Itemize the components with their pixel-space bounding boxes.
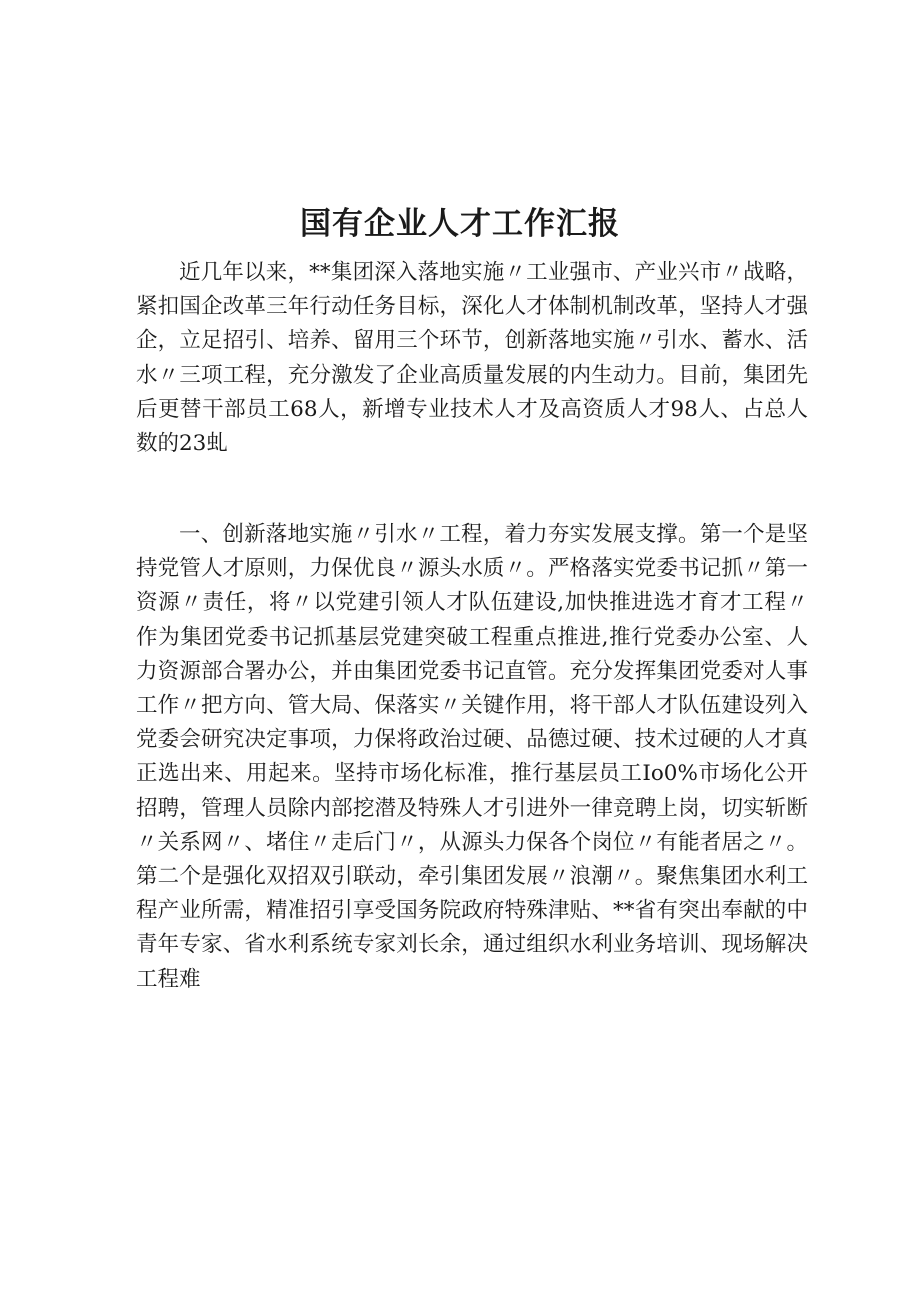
body-paragraph-intro: 近几年以来，**集团深入落地实施〃工业强市、产业兴市〃战略，紧扣国企改革三年行动任务目标，深化人才体制机制改革，坚持人才强企，立足招引、培养、留用三个环节，创新落地实施〃引水、蓄水、活水〃三项工程，充分激发了企业高质量发展的内生动力。目前，集团先后更替干部员工68人，新增专业技术人才及高资质人才98人、占总人数的23虬 bbox=[136, 260, 808, 457]
document-title: 国有企业人才工作汇报 bbox=[300, 206, 620, 242]
body-paragraph-section-one: 一、创新落地实施〃引水〃工程，着力夯实发展支撑。第一个是坚持党管人才原则，力保优良〃源头水质〃。严格落实党委书记抓〃第一资源〃责任，将〃以党建引领人才队伍建设,加快推进选才育才工程〃作为集团党委书记抓基层党建突破工程重点推进,推行党委办公室、人力资源部合署办公，并由集团党委书记直管。充分发挥集团党委对人事工作〃把方向、管大局、保落实〃关键作用，将干部人才队伍建设列入党委会研究决定事项，力保将政治过硬、品德过硬、技术过硬的人才真正选出来、用起来。坚持市场化标准，推行基层员工Io0%市场化公开招聘，管理人员除内部挖潜及特殊人才引进外一律竞聘上岗，切实斩断〃关系网〃、堵住〃走后门〃，从源头力保各个岗位〃有能者居之〃。第二个是强化双招双引联动，牵引集团发展〃浪潮〃。聚焦集团水利工程产业所需，精准招引享受国务院政府特殊津贴、**省有突出奉献的中青年专家、省水利系统专家刘长余，通过组织水利业务培训、现场解决工程难 bbox=[136, 522, 808, 992]
